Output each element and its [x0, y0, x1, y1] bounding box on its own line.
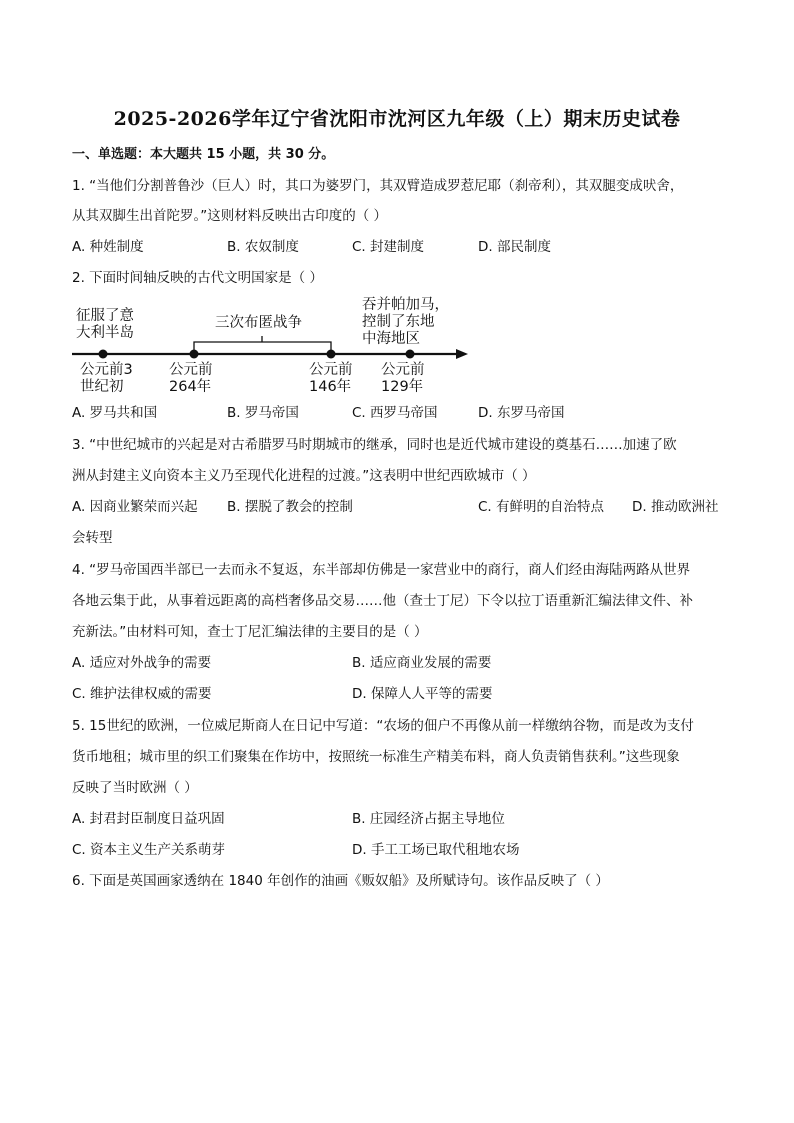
question-2-option-d: D. 东罗马帝国	[478, 405, 565, 421]
question-5-line-3: 反映了当时欧洲（ ）	[72, 780, 198, 796]
question-5-option-c: C. 资本主义生产关系萌芽	[72, 842, 226, 858]
question-3-option-c: C. 有鲜明的自治特点	[478, 499, 605, 515]
question-1-option-c: C. 封建制度	[352, 239, 425, 255]
question-1-option-d: D. 部民制度	[478, 239, 551, 255]
question-6-line-1: 6. 下面是英国画家透纳在 1840 年创作的油画《贩奴船》及所赋诗句。该作品反映了（ ）	[72, 873, 609, 889]
question-3-option-b: B. 摆脱了教会的控制	[227, 499, 353, 515]
question-1-line-1: 1. “当他们分割普鲁沙（巨人）时，其口为婆罗门，其双臂造成罗惹尼耶（刹帝利），其双腿变成吠舍，	[72, 178, 684, 194]
timeline-date-2: 公元前 264年	[169, 362, 213, 395]
question-5-option-b: B. 庄园经济占据主导地位	[352, 811, 505, 827]
question-4-option-b: B. 适应商业发展的需要	[352, 655, 492, 671]
question-3-option-a: A. 因商业繁荣而兴起	[72, 499, 198, 515]
timeline-event-1: 征服了意 大利半岛	[76, 308, 134, 341]
question-3-option-d: D. 推动欧洲社	[632, 499, 719, 515]
question-5-line-2: 货币地租；城市里的织工们聚集在作坊中，按照统一标准生产精美布料，商人负责销售获利。”这些现象	[72, 749, 680, 765]
question-2-line-1: 2. 下面时间轴反映的古代文明国家是（ ）	[72, 270, 323, 286]
question-4-option-c: C. 维护法律权威的需要	[72, 686, 212, 702]
question-1-line-2: 从其双脚生出首陀罗。”这则材料反映出古印度的（ ）	[72, 208, 388, 224]
question-5-line-1: 5. 15世纪的欧洲，一位威尼斯商人在日记中写道：“农场的佃户不再像从前一样缴纳谷物，而是改为支付	[72, 718, 694, 734]
timeline-date-3: 公元前 146年	[309, 362, 353, 395]
section-heading: 一、单选题：本大题共 15 小题，共 30 分。	[72, 147, 335, 162]
timeline-date-1: 公元前3 世纪初	[80, 362, 133, 395]
question-3-option-d-wrap: 会转型	[72, 530, 113, 546]
question-1-option-b: B. 农奴制度	[227, 239, 299, 255]
timeline-event-2: 三次布匿战争	[215, 315, 302, 331]
question-4-option-d: D. 保障人人平等的需要	[352, 686, 493, 702]
axis-arrowhead	[456, 349, 468, 359]
question-2-option-a: A. 罗马共和国	[72, 405, 158, 421]
timeline-point	[406, 350, 415, 359]
question-5-option-d: D. 手工工场已取代租地农场	[352, 842, 520, 858]
question-2-option-b: B. 罗马帝国	[227, 405, 299, 421]
timeline-date-4: 公元前 129年	[381, 362, 425, 395]
timeline-point	[99, 350, 108, 359]
timeline-event-3: 吞并帕加马， 控制了东地 中海地区	[362, 297, 449, 347]
question-3-line-2: 洲从封建主义向资本主义乃至现代化进程的过渡。”这表明中世纪西欧城市（ ）	[72, 468, 536, 484]
question-4-line-2: 各地云集于此，从事着远距离的高档奢侈品交易……他（查士丁尼）下令以拉丁语重新汇编法律文件、补	[72, 593, 693, 609]
timeline-figure	[70, 296, 470, 400]
exam-title: 2025-2026学年辽宁省沈阳市沈河区九年级（上）期末历史试卷	[113, 108, 681, 130]
question-2-option-c: C. 西罗马帝国	[352, 405, 438, 421]
question-4-option-a: A. 适应对外战争的需要	[72, 655, 212, 671]
question-5-option-a: A. 封君封臣制度日益巩固	[72, 811, 225, 827]
question-4-line-3: 充新法。”由材料可知，查士丁尼汇编法律的主要目的是（ ）	[72, 624, 428, 640]
question-3-line-1: 3. “中世纪城市的兴起是对古希腊罗马时期城市的继承，同时也是近代城市建设的奠基石……加速了欧	[72, 437, 677, 453]
question-1-option-a: A. 种姓制度	[72, 239, 144, 255]
question-4-line-1: 4. “罗马帝国西半部已一去而永不复返，东半部却仿佛是一家营业中的商行，商人们经由海陆两路从世界	[72, 562, 691, 578]
war-bracket	[194, 342, 331, 353]
